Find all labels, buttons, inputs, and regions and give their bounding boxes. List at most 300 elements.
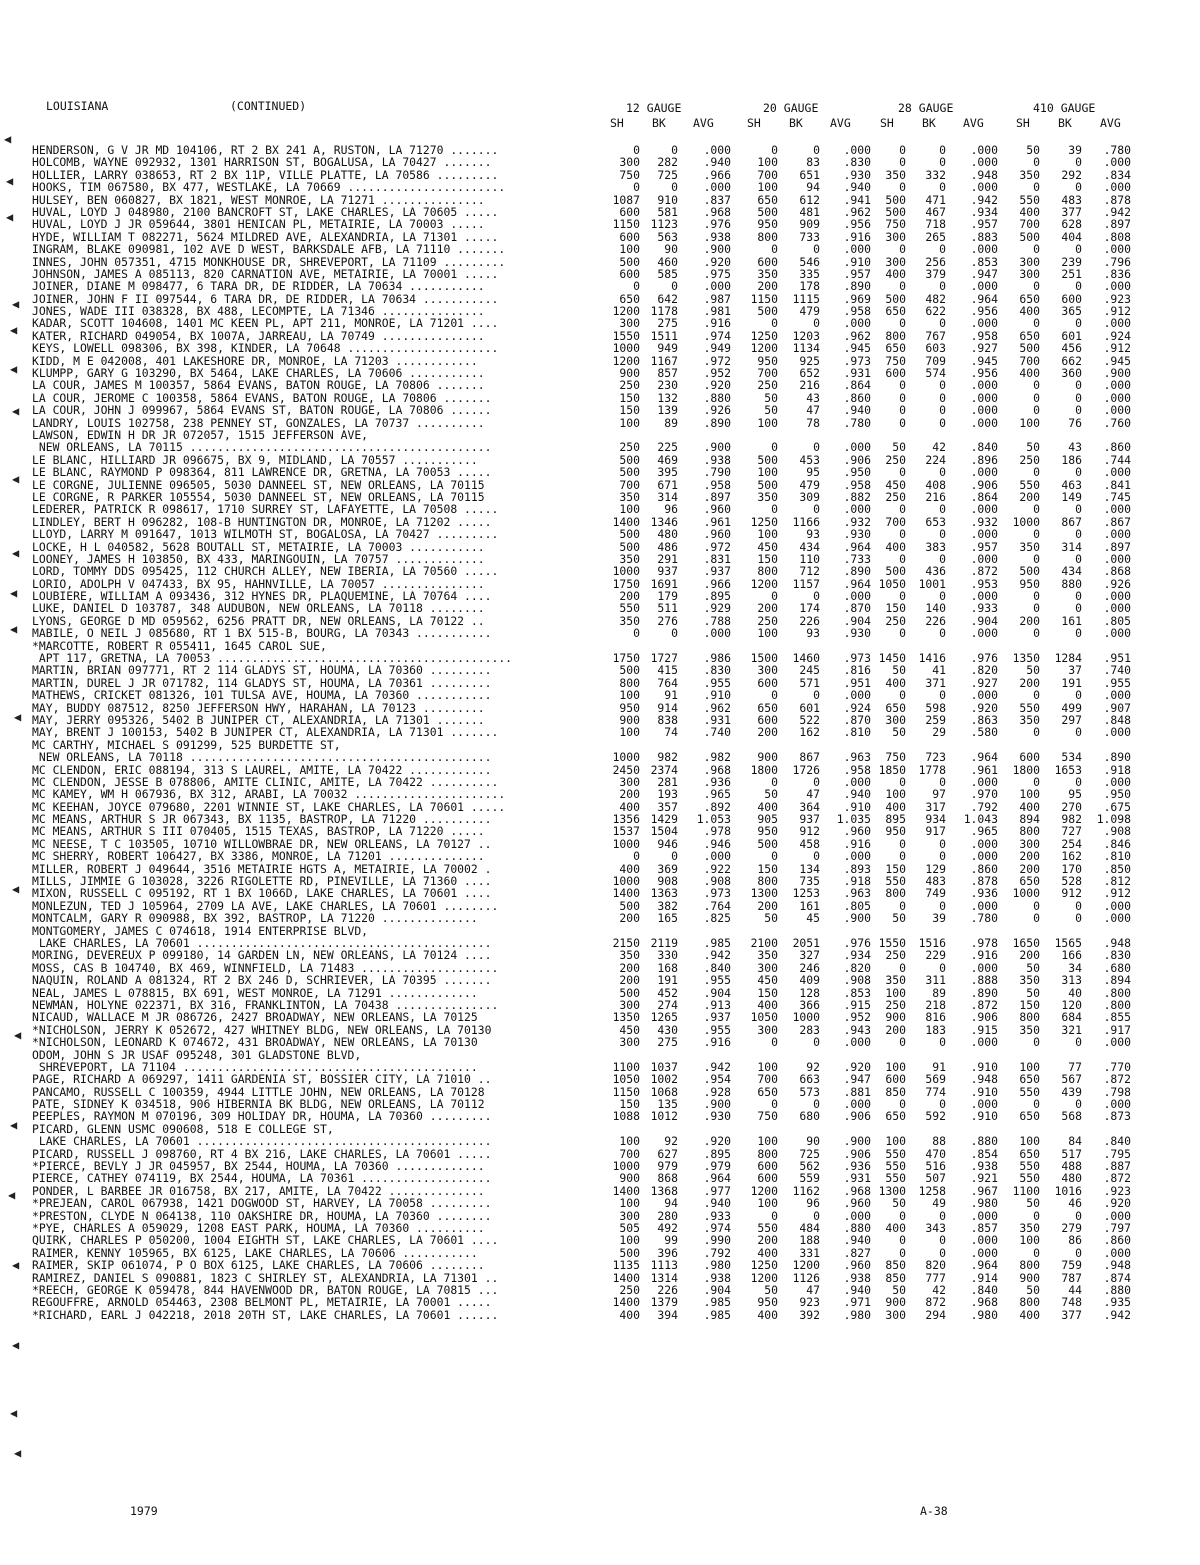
score-cell: 0: [771, 1035, 778, 1050]
shooter-name-address: LUKE, DANIEL D 103787, 348 AUDUBON, NEW ORLEANS, LA 70118 ........: [32, 602, 485, 615]
score-cell: 912: [799, 824, 820, 839]
shooter-name-address: MC CLENDON, JESSE B 078806, AMITE CLINIC, AMITE, LA 70422 ..........: [32, 775, 499, 789]
score-cell: 950: [619, 700, 640, 715]
score-cell: 0: [1033, 465, 1040, 480]
score-cell: 300: [1019, 254, 1040, 269]
score-cell: 500: [885, 564, 906, 579]
score-cell: 1550: [612, 328, 640, 343]
score-cell: 562: [799, 1159, 820, 1174]
score-cell: 650: [757, 700, 778, 715]
shooter-name-address: JONES, WADE III 038328, BX 488, LECOMPTE, LA 71346 ...............: [32, 305, 485, 318]
score-cell: .000: [1103, 279, 1131, 294]
score-cell: .936: [703, 774, 731, 789]
shooter-name-address: JOINER, DIANE M 098477, 6 TARA DR, DE RIDDER, LA 70634 ...........: [32, 280, 485, 293]
score-cell: .860: [1103, 1233, 1131, 1248]
shooter-name-address: NAQUIN, ROLAND A 081324, RT 2 BX 246 D, SCHRIEVER, LA 70395 .......: [32, 974, 492, 987]
score-cell: 350: [757, 266, 778, 281]
score-cell: 500: [619, 663, 640, 678]
score-cell: 600: [757, 254, 778, 269]
score-cell: .834: [1103, 167, 1131, 182]
shooter-name-address: LA COUR, JOHN J 099967, 5864 EVANS ST, BATON ROUGE, LA 70806 ......: [32, 404, 492, 417]
shooter-row: [0, 280, 1200, 292]
score-cell: 910: [657, 192, 678, 207]
score-cell: 500: [1019, 229, 1040, 244]
score-cell: 239: [1061, 254, 1082, 269]
score-cell: .941: [843, 192, 871, 207]
score-cell: .848: [1103, 712, 1131, 727]
score-cell: 0: [899, 415, 906, 430]
score-cell: 1727: [650, 651, 678, 666]
shooter-name-address: LOCKE, H L 040582, 5628 BOUTALL ST, METAIRIE, LA 70003 ...........: [32, 540, 485, 553]
score-cell: 400: [757, 799, 778, 814]
page-header: [0, 96, 1200, 136]
score-cell: 750: [885, 750, 906, 765]
score-cell: 1350: [612, 1010, 640, 1025]
score-cell: 900: [619, 366, 640, 381]
score-cell: 1000: [612, 874, 640, 889]
score-cell: 0: [1033, 898, 1040, 913]
score-cell: 500: [1019, 564, 1040, 579]
shooter-name-address: *PREJEAN, CAROL 067938, 1421 DOGWOOD ST, HARVEY, LA 70058 .........: [32, 1197, 492, 1210]
gauge-12-heading: 12 GAUGE: [626, 101, 682, 115]
score-cell: 343: [925, 1220, 946, 1235]
score-cell: .000: [703, 279, 731, 294]
score-cell: 216: [799, 378, 820, 393]
score-cell: 250: [885, 452, 906, 467]
score-cell: 1123: [650, 217, 678, 232]
score-cell: .978: [970, 936, 998, 950]
score-cell: .906: [970, 1010, 998, 1025]
score-cell: 550: [1019, 1171, 1040, 1186]
score-cell: .900: [843, 911, 871, 926]
score-cell: 1.035: [836, 812, 871, 827]
score-cell: 1450: [878, 651, 906, 666]
score-cell: 767: [925, 328, 946, 343]
score-cell: .000: [1103, 180, 1131, 195]
score-cell: 50: [892, 440, 906, 455]
shooter-row: [0, 1011, 1200, 1023]
score-cell: .958: [843, 304, 871, 319]
score-cell: .956: [970, 304, 998, 319]
score-cell: 0: [899, 502, 906, 517]
score-cell: .870: [843, 601, 871, 616]
shooter-row: [0, 541, 1200, 553]
score-cell: .000: [1103, 390, 1131, 405]
score-cell: .955: [703, 973, 731, 988]
score-cell: .966: [703, 576, 731, 591]
score-cell: 500: [757, 204, 778, 219]
score-cell: .979: [703, 1159, 731, 1174]
shooter-name-address: PICARD, GLENN USMC 090608, 518 E COLLEGE ST,: [32, 1122, 334, 1136]
score-cell: 0: [1075, 626, 1082, 641]
score-cell: 200: [1019, 861, 1040, 876]
score-cell: 880: [1061, 576, 1082, 591]
score-cell: 500: [885, 291, 906, 306]
score-cell: .000: [843, 440, 871, 455]
score-cell: .940: [843, 1233, 871, 1248]
score-cell: 653: [925, 514, 946, 529]
score-cell: .908: [843, 973, 871, 988]
score-cell: 600: [757, 675, 778, 690]
gauge-410-heading: 410 GAUGE: [1033, 101, 1096, 115]
score-cell: 1363: [650, 886, 678, 901]
shooter-name-address: MC MEANS, ARTHUR S III 070405, 1515 TEXAS, BASTROP, LA 71220 .....: [32, 825, 485, 838]
score-cell: 200: [1019, 675, 1040, 690]
score-cell: .000: [1103, 1245, 1131, 1260]
score-cell: 100: [757, 527, 778, 542]
score-cell: 250: [885, 948, 906, 963]
gauge-20-heading: 20 GAUGE: [763, 101, 819, 115]
score-cell: 0: [671, 180, 678, 195]
shooter-name-address: LOONEY, JAMES H 103850, BX 433, MARINGOUIN, LA 70757 .............: [32, 552, 485, 566]
score-cell: 820: [925, 1258, 946, 1273]
score-cell: 1356: [612, 812, 640, 827]
score-cell: 718: [925, 217, 946, 232]
score-cell: .000: [970, 589, 998, 604]
shooter-row: [0, 1073, 1200, 1085]
score-cell: 89: [932, 985, 946, 1000]
score-cell: .000: [1103, 551, 1131, 566]
score-cell: 350: [619, 613, 640, 628]
score-cell: 500: [619, 1245, 640, 1260]
score-cell: .920: [703, 378, 731, 393]
score-cell: .000: [970, 390, 998, 405]
score-cell: 350: [1019, 712, 1040, 727]
shooter-row: [0, 1272, 1200, 1284]
score-cell: 42: [932, 1282, 946, 1297]
score-cell: .675: [1103, 799, 1131, 814]
score-cell: 1516: [918, 936, 946, 950]
score-cell: .900: [843, 1134, 871, 1149]
score-cell: 0: [771, 242, 778, 257]
score-cell: 0: [771, 143, 778, 157]
shooter-row: [0, 491, 1200, 503]
score-cell: .745: [1103, 489, 1131, 504]
score-cell: .965: [970, 824, 998, 839]
score-cell: 439: [1061, 1084, 1082, 1099]
score-cell: 800: [757, 229, 778, 244]
score-cell: .000: [970, 143, 998, 157]
shooter-name-address: MILLS, JIMMIE G 103028, 3226 RIGOLETTE RD, PINEVILLE, LA 71360 ....: [32, 875, 492, 888]
score-cell: .850: [1103, 861, 1131, 876]
subhead-avg: AVG: [1100, 116, 1121, 130]
score-cell: .960: [843, 824, 871, 839]
score-cell: 463: [1061, 477, 1082, 492]
score-cell: 550: [1019, 700, 1040, 715]
shooter-name-address: LOUBIERE, WILLIAM A 093436, 312 HYNES DR, PLAQUEMINE, LA 70764 ....: [32, 590, 492, 603]
score-cell: .973: [703, 886, 731, 901]
subhead-bk: BK: [789, 116, 803, 130]
check-mark: ◀: [12, 546, 20, 560]
score-cell: 480: [1061, 1171, 1082, 1186]
score-cell: 350: [885, 167, 906, 182]
shooter-row: [0, 342, 1200, 354]
score-cell: 92: [664, 1134, 678, 1149]
shooter-row: [0, 1036, 1200, 1048]
score-cell: 379: [925, 266, 946, 281]
score-cell: .880: [843, 1220, 871, 1235]
score-cell: 357: [657, 799, 678, 814]
score-cell: 0: [1033, 242, 1040, 257]
score-cell: .878: [970, 874, 998, 889]
score-cell: .864: [970, 489, 998, 504]
score-cell: 377: [1061, 1307, 1082, 1322]
score-cell: 0: [899, 527, 906, 542]
score-cell: 0: [899, 688, 906, 703]
score-cell: 568: [1061, 1109, 1082, 1124]
score-cell: 90: [664, 242, 678, 257]
score-cell: 857: [657, 366, 678, 381]
shooter-row: [0, 268, 1200, 280]
shooter-row: [0, 379, 1200, 391]
score-cell: 100: [885, 787, 906, 802]
score-cell: .000: [843, 774, 871, 789]
score-cell: 0: [1075, 551, 1082, 566]
check-mark: ◀: [10, 362, 18, 376]
score-cell: .985: [703, 1295, 731, 1310]
score-cell: .780: [970, 911, 998, 926]
score-cell: .916: [703, 1035, 731, 1050]
shooter-name-address: KLUMPP, GARY G 103290, BX 5464, LAKE CHARLES, LA 70606 ...........: [32, 367, 485, 380]
score-cell: .938: [970, 1159, 998, 1174]
score-cell: 550: [885, 1146, 906, 1161]
score-cell: 0: [1075, 1097, 1082, 1112]
score-cell: 868: [657, 1171, 678, 1186]
shooter-name-address: PANCAMO, RUSSELL C 100359, 4944 LITTLE JOHN, NEW ORLEANS, LA 70128: [32, 1085, 485, 1099]
shooter-row: [0, 169, 1200, 181]
subhead-bk: BK: [652, 116, 666, 130]
score-cell: .927: [970, 675, 998, 690]
score-cell: 100: [757, 155, 778, 170]
score-cell: .820: [970, 663, 998, 678]
score-cell: 100: [619, 688, 640, 703]
score-cell: 663: [799, 1072, 820, 1087]
score-cell: 360: [1061, 366, 1082, 381]
score-cell: 179: [657, 589, 678, 604]
score-cell: .000: [970, 1035, 998, 1050]
score-cell: 39: [932, 911, 946, 926]
score-cell: .957: [843, 266, 871, 281]
score-cell: 800: [1019, 1258, 1040, 1273]
shooter-name-address: HOLCOMB, WAYNE 092932, 1301 HARRISON ST, BOGALUSA, LA 70427 .......: [32, 156, 492, 169]
shooter-row: [0, 404, 1200, 416]
shooter-name-address: QUIRK, CHARLES P 050200, 1004 EIGHTH ST, LAKE CHARLES, LA 70601 ....: [32, 1234, 499, 1247]
score-cell: 191: [1061, 675, 1082, 690]
score-cell: .906: [843, 452, 871, 467]
score-cell: .940: [843, 180, 871, 195]
score-cell: .940: [843, 403, 871, 418]
score-cell: 0: [771, 1097, 778, 1112]
score-cell: .000: [1103, 527, 1131, 542]
score-cell: .000: [1103, 688, 1131, 703]
score-cell: .942: [703, 1059, 731, 1074]
score-cell: 0: [1033, 1208, 1040, 1223]
score-cell: .967: [970, 1183, 998, 1198]
score-cell: 917: [925, 824, 946, 839]
score-cell: 50: [1026, 663, 1040, 678]
shooter-name-address: PEEPLES, RAYMON M 070196, 309 HOLIDAY DR, HOUMA, LA 70360 .........: [32, 1110, 492, 1123]
shooter-name-address: REGOUFFRE, ARNOLD 054463, 2308 BELMONT PL, METAIRIE, LA 70001 .....: [32, 1296, 492, 1309]
score-cell: .912: [1103, 886, 1131, 901]
score-cell: 100: [757, 415, 778, 430]
score-cell: 350: [1019, 1220, 1040, 1235]
score-cell: 95: [806, 465, 820, 480]
score-cell: 612: [799, 192, 820, 207]
score-cell: 450: [757, 973, 778, 988]
score-cell: 0: [899, 155, 906, 170]
score-cell: 279: [1061, 1220, 1082, 1235]
score-cell: 50: [764, 787, 778, 802]
score-cell: 546: [799, 254, 820, 269]
shooter-row: [0, 714, 1200, 726]
score-cell: 550: [1019, 1159, 1040, 1174]
score-cell: .975: [703, 266, 731, 281]
score-cell: 600: [885, 366, 906, 381]
score-cell: .810: [843, 725, 871, 740]
score-cell: 0: [1075, 911, 1082, 926]
shooter-name-address: MC CLENDON, ERIC 088194, 313 S LAUREL, AMITE, LA 70422 ............: [32, 763, 492, 776]
score-cell: .796: [1103, 254, 1131, 269]
shooter-name-address: MC KEEHAN, JOYCE 079680, 2201 WINNIE ST, LAKE CHARLES, LA 70601 .....: [32, 800, 506, 814]
score-cell: 0: [1033, 378, 1040, 393]
score-cell: 700: [619, 477, 640, 492]
score-cell: 1778: [918, 762, 946, 777]
score-cell: 1284: [1054, 651, 1082, 666]
score-cell: .000: [970, 1208, 998, 1223]
score-cell: 400: [885, 1220, 906, 1235]
score-cell: 470: [925, 1146, 946, 1161]
score-cell: .000: [1103, 155, 1131, 170]
score-cell: 700: [885, 514, 906, 529]
score-cell: 650: [885, 304, 906, 319]
score-cell: .580: [970, 725, 998, 740]
shooter-name-address: *NICHOLSON, JERRY K 052672, 427 WHITNEY BLDG, NEW ORLEANS, LA 70130: [32, 1023, 492, 1037]
score-cell: 479: [799, 477, 820, 492]
shooter-row: [0, 181, 1200, 193]
score-cell: 0: [939, 143, 946, 157]
score-cell: 867: [1061, 514, 1082, 529]
score-cell: 0: [899, 1233, 906, 1248]
score-cell: 0: [939, 403, 946, 418]
score-cell: 0: [939, 180, 946, 195]
score-cell: 1.043: [963, 812, 998, 827]
score-cell: 394: [657, 1307, 678, 1322]
score-cell: 274: [657, 997, 678, 1012]
score-cell: 436: [925, 564, 946, 579]
score-cell: 150: [619, 403, 640, 418]
score-cell: 671: [657, 477, 678, 492]
score-cell: 733: [799, 229, 820, 244]
score-cell: 592: [925, 1109, 946, 1124]
score-cell: 0: [671, 626, 678, 641]
score-cell: 0: [1075, 527, 1082, 542]
score-cell: .920: [970, 700, 998, 715]
score-cell: 628: [1061, 217, 1082, 232]
score-cell: 550: [619, 601, 640, 616]
score-cell: 774: [925, 1084, 946, 1099]
score-cell: .964: [970, 750, 998, 765]
shooter-name-address: LE CORGNE, JULIENNE 096505, 5030 DANNEEL ST, NEW ORLEANS, LA 70115: [32, 478, 485, 491]
score-cell: 92: [806, 1059, 820, 1074]
check-mark: ◀: [14, 1446, 22, 1460]
shooter-row: [0, 602, 1200, 614]
shooter-row: [0, 231, 1200, 243]
shooter-name-address: MARTIN, DUREL J JR 071782, 114 GLADYS ST, HOUMA, LA 70361 .........: [32, 676, 492, 690]
score-cell: 129: [925, 861, 946, 876]
score-cell: .973: [843, 651, 871, 666]
score-cell: 165: [657, 911, 678, 926]
score-cell: 1150: [612, 1084, 640, 1099]
shooter-name-address: HOOKS, TIM 067580, BX 477, WESTLAKE, LA 70669 .......................: [32, 181, 506, 194]
score-cell: 0: [1033, 180, 1040, 195]
score-cell: 1350: [1012, 651, 1040, 666]
score-cell: 0: [1075, 898, 1082, 913]
shooter-name-address: MC NEESE, T C 103505, 10710 WILLOWBRAE DR, NEW ORLEANS, LA 70127 ..: [32, 837, 492, 851]
score-cell: .924: [843, 700, 871, 715]
score-cell: .000: [843, 143, 871, 157]
score-cell: 0: [1033, 1245, 1040, 1260]
score-cell: 50: [892, 663, 906, 678]
shooter-name-address: *NICHOLSON, LEONARD K 074672, 431 BROADWAY, NEW ORLEANS, LA 70130: [32, 1036, 478, 1049]
score-cell: 700: [1019, 353, 1040, 368]
score-cell: 500: [885, 204, 906, 219]
score-cell: 0: [1033, 626, 1040, 641]
score-cell: 0: [1075, 589, 1082, 604]
score-cell: 1126: [792, 1270, 820, 1285]
score-cell: 275: [657, 316, 678, 331]
score-cell: 700: [757, 1072, 778, 1087]
score-cell: .938: [703, 452, 731, 467]
shooter-name-address: LINDLEY, BERT H 096282, 108-B HUNTINGTON DR, MONROE, LA 71202 .....: [32, 515, 492, 529]
score-cell: 1250: [750, 1258, 778, 1273]
score-cell: .880: [970, 1134, 998, 1149]
score-cell: 43: [806, 390, 820, 405]
score-cell: 100: [619, 725, 640, 740]
score-cell: .931: [843, 1171, 871, 1186]
score-cell: .968: [970, 1295, 998, 1310]
score-cell: .000: [1103, 316, 1131, 331]
score-cell: 350: [1019, 973, 1040, 988]
score-cell: 270: [1061, 799, 1082, 814]
score-cell: 0: [633, 180, 640, 195]
score-cell: 0: [813, 242, 820, 257]
score-cell: 350: [619, 489, 640, 504]
score-cell: 816: [925, 1010, 946, 1025]
score-cell: 1550: [878, 936, 906, 950]
score-cell: 559: [799, 1171, 820, 1186]
score-cell: .000: [1103, 898, 1131, 913]
score-cell: 276: [657, 613, 678, 628]
shooter-row: [0, 1135, 1200, 1147]
score-cell: .000: [843, 1097, 871, 1112]
score-cell: .974: [703, 1220, 731, 1235]
score-cell: 563: [657, 229, 678, 244]
score-cell: .948: [970, 167, 998, 182]
check-mark: ◀: [10, 1118, 18, 1132]
score-cell: .930: [843, 527, 871, 542]
score-cell: 650: [1019, 291, 1040, 306]
score-cell: .958: [703, 477, 731, 492]
score-cell: 0: [899, 626, 906, 641]
shooter-name-address: PONDER, L BARBEE JR 016758, BX 217, AMITE, LA 70422 ..............: [32, 1184, 485, 1198]
shooter-name-address: MONLEZUN, TED J 105964, 2709 LA AVE, LAKE CHARLES, LA 70601 ........: [32, 899, 499, 913]
continued-note: (CONTINUED): [230, 99, 307, 113]
shooter-name-address: HUVAL, LOYD J 048980, 2100 BANCROFT ST, LAKE CHARLES, LA 70605 .....: [32, 205, 499, 219]
score-cell: .922: [703, 861, 731, 876]
score-cell: 1050: [750, 1010, 778, 1025]
score-cell: .000: [970, 1097, 998, 1112]
score-cell: 275: [657, 1035, 678, 1050]
